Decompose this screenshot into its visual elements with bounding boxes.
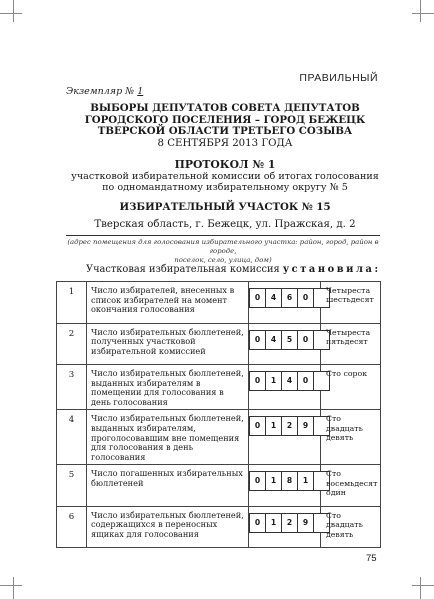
row-description: Число избирательных бюллетеней, выданных избирателям, проголосовавшим вне помещения для голосования в день голосования [87, 410, 249, 465]
title-line-2: ГОРОДСКОГО ПОСЕЛЕНИЯ – ГОРОД БЕЖЕЦК [84, 113, 366, 126]
digit-box: 1 [265, 416, 281, 436]
digit-boxes [249, 471, 330, 491]
digit-box: 2 [281, 416, 297, 436]
crop-mark [13, 0, 14, 22]
row-description: Число избирательных бюллетеней, содержащихся в переносных ящиках для голосования [87, 506, 249, 548]
row-number: 1 [57, 282, 87, 324]
digit-box: 5 [281, 330, 297, 350]
row-digits [249, 410, 321, 465]
digit-box: 0 [297, 288, 313, 308]
protocol-heading [60, 159, 390, 194]
table-row [57, 465, 381, 507]
row-digits [249, 365, 321, 410]
row-in-words: Четыреста шестьдесят [321, 282, 381, 324]
crop-mark [0, 585, 22, 586]
digit-box: 0 [297, 330, 313, 350]
digit-box: 8 [281, 471, 297, 491]
digit-boxes [249, 416, 330, 436]
digit-box: 1 [265, 471, 281, 491]
election-date: 8 СЕНТЯБРЯ 2013 ГОДА [157, 137, 293, 149]
table-row [57, 506, 381, 548]
copy-number-value: 1 [137, 86, 144, 97]
crop-mark [420, 0, 421, 22]
crop-mark [412, 585, 434, 586]
digit-box: 9 [297, 416, 313, 436]
row-in-words: Сто двадцать девять [321, 506, 381, 548]
title-line-3: ТВЕРСКОЙ ОБЛАСТИ ТРЕТЬЕГО СОЗЫВА [97, 125, 353, 137]
polling-station: ИЗБИРАТЕЛЬНЫЙ УЧАСТОК № 15 [119, 201, 331, 213]
row-in-words: Сто восемьдесят один [321, 465, 381, 507]
digit-boxes [249, 371, 330, 391]
protocol-title: ПРОТОКОЛ № 1 [174, 158, 276, 171]
address-hint [66, 238, 380, 265]
row-in-words: Сто двадцать девять [321, 410, 381, 465]
election-title [60, 103, 390, 149]
digit-box: 4 [265, 330, 281, 350]
row-in-words: Сто сорок [321, 365, 381, 410]
copy-number [66, 86, 143, 97]
digit-box: 0 [249, 416, 265, 436]
digit-boxes [249, 513, 330, 533]
digit-box: 0 [249, 288, 265, 308]
digit-box: 0 [249, 471, 265, 491]
digit-box: 0 [249, 371, 265, 391]
protocol-line-1: участковой избирательной комиссии об итогах голосования [71, 170, 379, 182]
established-word: установила: [282, 264, 381, 275]
digit-box: 0 [249, 513, 265, 533]
row-digits [249, 506, 321, 548]
established-prefix: Участковая избирательная комиссия [86, 264, 280, 275]
commission-established [86, 264, 381, 275]
digit-box: 1 [297, 471, 313, 491]
row-number: 3 [57, 365, 87, 410]
copy-prefix: Экземпляр № [66, 86, 135, 97]
row-number: 4 [57, 410, 87, 465]
digit-box: 1 [265, 513, 281, 533]
results-table [56, 281, 381, 548]
digit-box: 0 [297, 371, 313, 391]
row-number: 5 [57, 465, 87, 507]
digit-boxes [249, 330, 330, 350]
address-hint-line-2: поселок, село, улица, дом) [174, 256, 272, 264]
row-number: 6 [57, 506, 87, 548]
crop-mark [0, 13, 22, 14]
address-rule [66, 235, 380, 236]
title-line-1: ВЫБОРЫ ДЕПУТАТОВ СОВЕТА ДЕПУТАТОВ [90, 102, 360, 114]
row-description: Число избирателей, внесенных в список избирателей на момент окончания голосования [87, 282, 249, 324]
digit-box: 1 [265, 371, 281, 391]
row-description: Число избирательных бюллетеней, выданных избирателям в помещении для голосования в день голосования [87, 365, 249, 410]
row-digits [249, 465, 321, 507]
digit-box: 9 [297, 513, 313, 533]
crop-mark [412, 13, 434, 14]
table-row [57, 365, 381, 410]
digit-box: 2 [281, 513, 297, 533]
digit-boxes [249, 288, 330, 308]
row-number: 2 [57, 323, 87, 365]
crop-mark [13, 577, 14, 599]
digit-box: 6 [281, 288, 297, 308]
digit-box: 4 [265, 288, 281, 308]
table-row [57, 410, 381, 465]
polling-address: Тверская область, г. Бежецк, ул. Пражская, д. 2 [94, 219, 356, 230]
row-description: Число погашенных избирательных бюллетеней [87, 465, 249, 507]
page-number: 75 [366, 553, 377, 564]
crop-mark [420, 577, 421, 599]
correct-stamp: ПРАВИЛЬНЫЙ [299, 72, 378, 84]
row-digits [249, 323, 321, 365]
digit-box: 0 [249, 330, 265, 350]
address-hint-line-1: (адрес помещения для голосования избирательного участка: район, город, район в городе, [67, 238, 379, 255]
row-digits [249, 282, 321, 324]
table-row [57, 282, 381, 324]
protocol-line-2: по одномандатному избирательному округу № 5 [102, 182, 348, 193]
table-row [57, 323, 381, 365]
row-description: Число избирательных бюллетеней, полученных участковой избирательной комиссией [87, 323, 249, 365]
row-in-words: Четыреста пятьдесят [321, 323, 381, 365]
digit-box: 4 [281, 371, 297, 391]
